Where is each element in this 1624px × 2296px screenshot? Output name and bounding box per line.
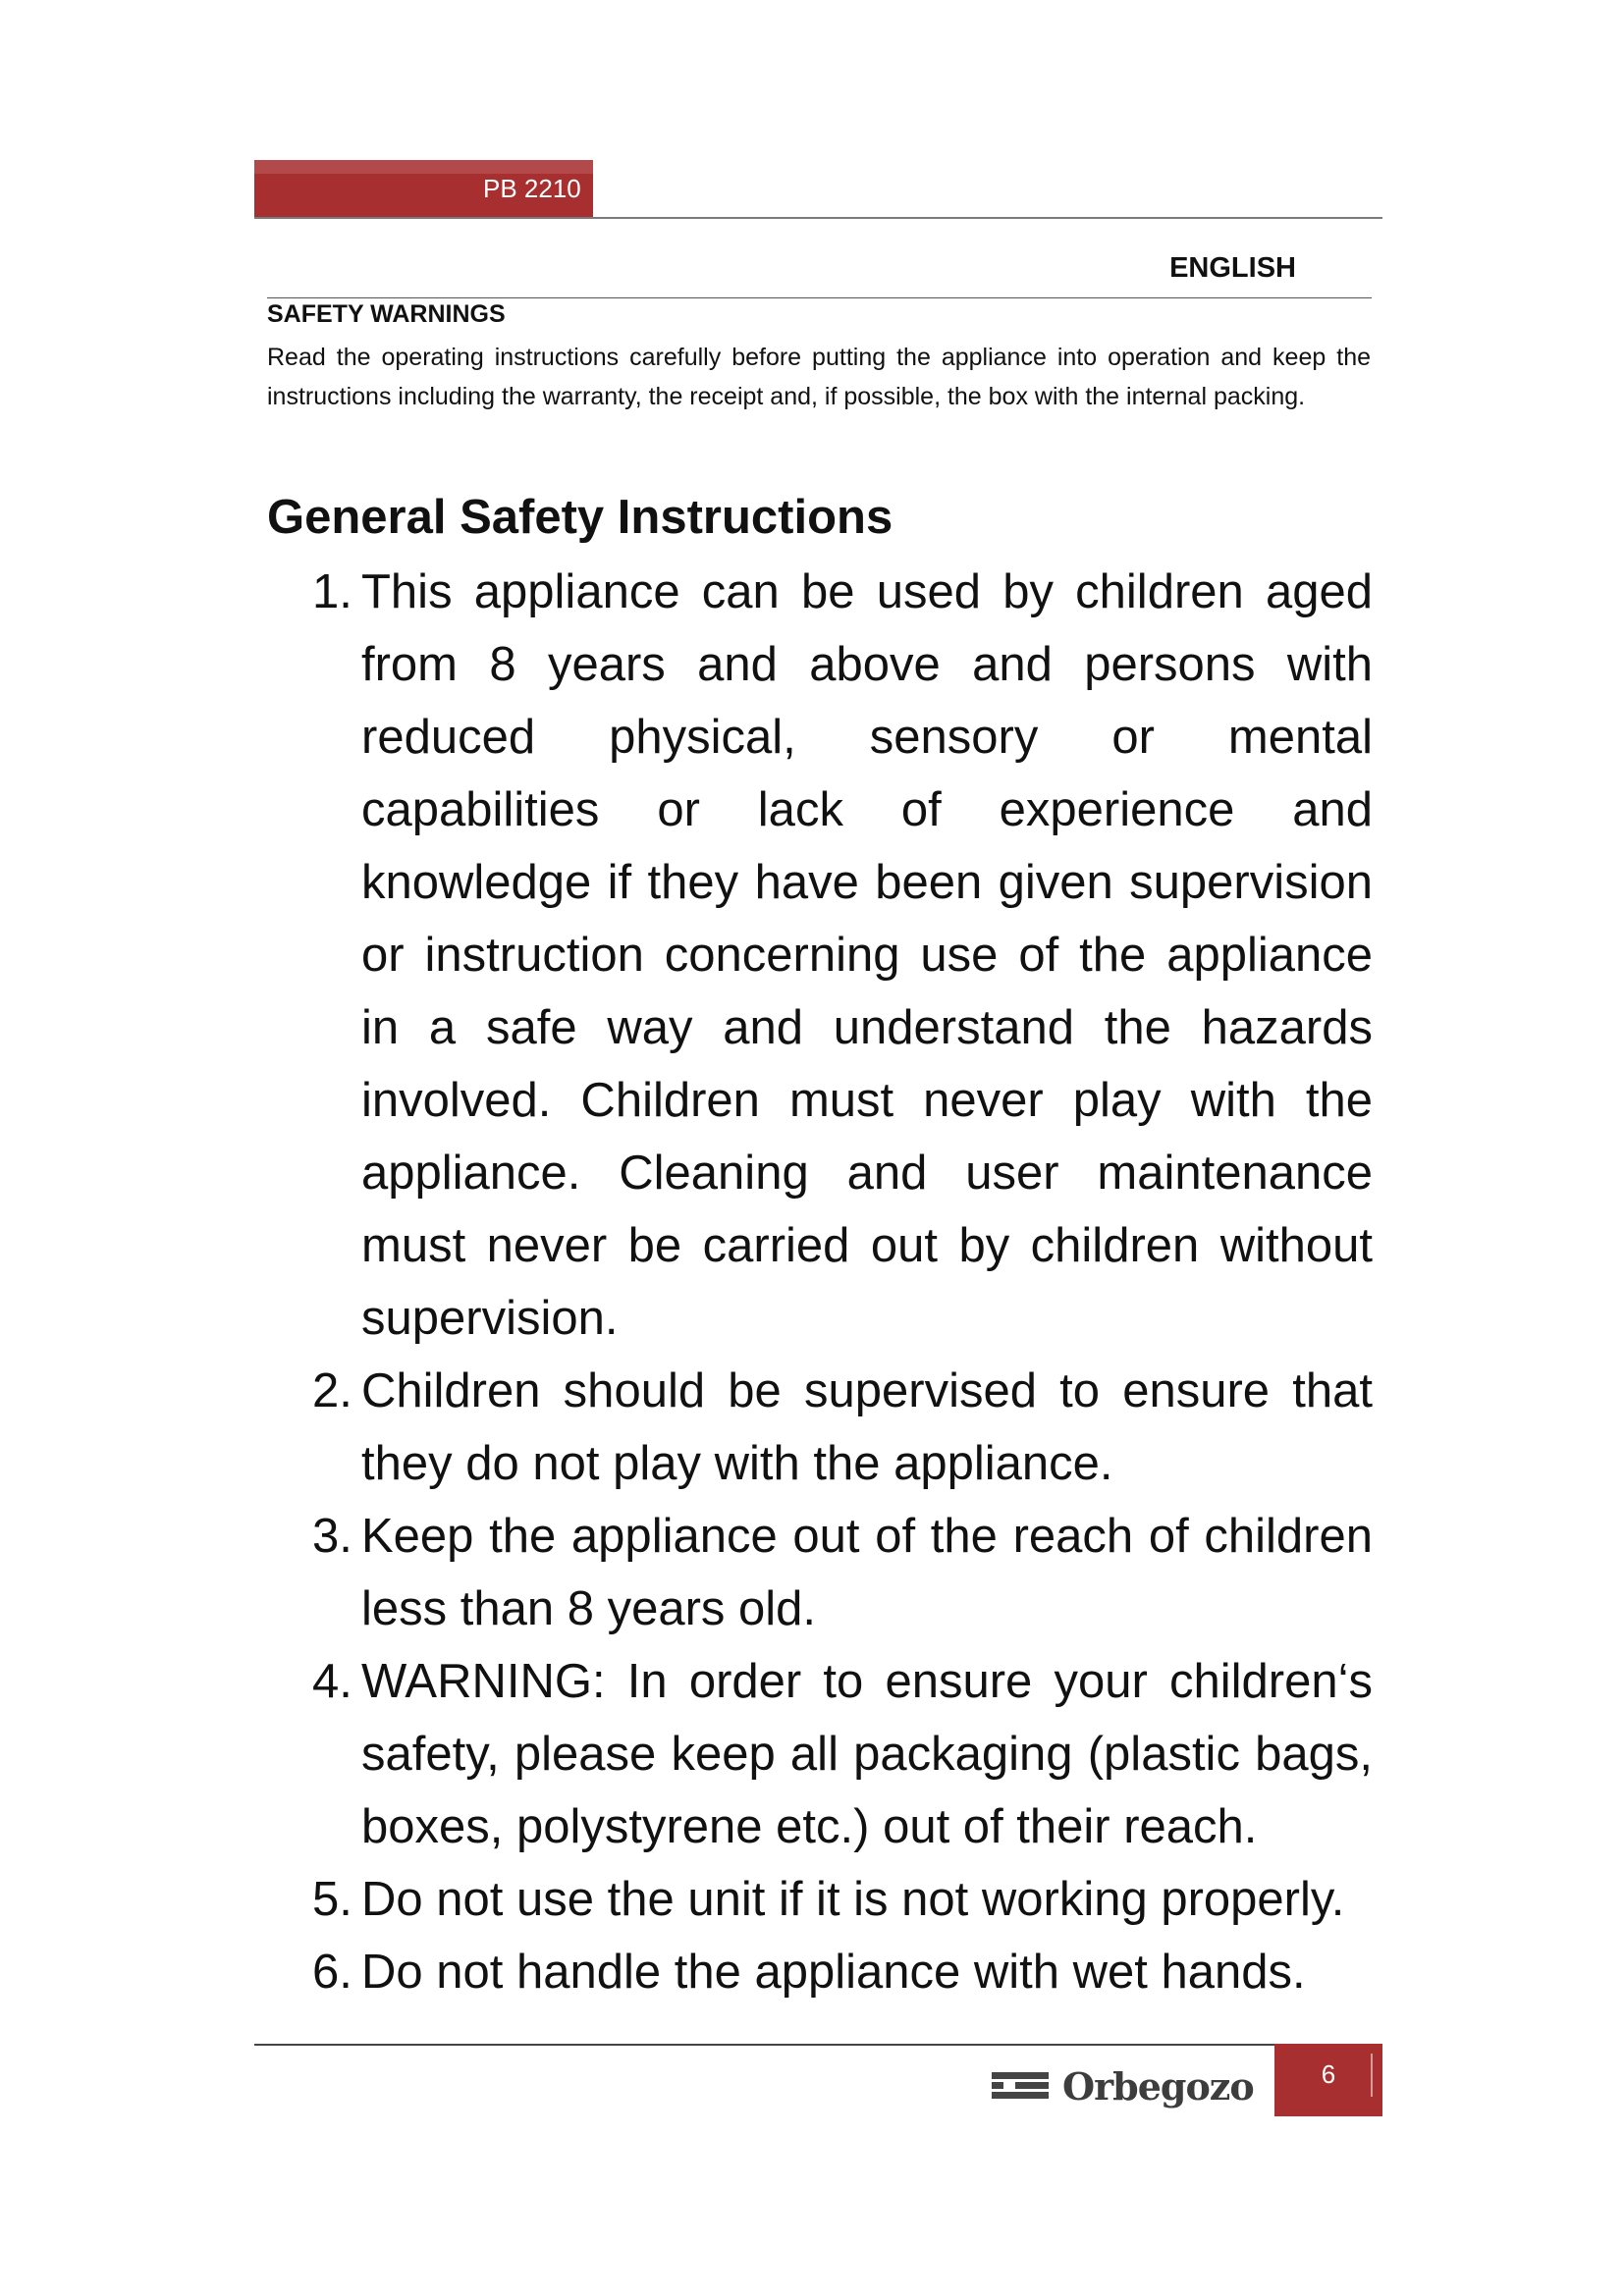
page-box-edge bbox=[1371, 2054, 1373, 2097]
item-text: Do not handle the appliance with wet hands. bbox=[361, 1946, 1306, 1999]
safety-instructions-list bbox=[312, 556, 1373, 2008]
list-item bbox=[312, 1936, 1373, 2008]
list-item bbox=[312, 1500, 1373, 1645]
header-rule bbox=[254, 217, 1382, 219]
list-item bbox=[312, 556, 1373, 1355]
safety-warnings-title: SAFETY WARNINGS bbox=[267, 300, 506, 328]
brand-mark-icon bbox=[992, 2070, 1049, 2102]
item-text: Keep the appliance out of the reach of children less than 8 years old. bbox=[361, 1510, 1373, 1635]
header-tab-shade bbox=[254, 160, 593, 174]
item-number: 6. bbox=[312, 1946, 352, 1999]
item-number: 2. bbox=[312, 1364, 352, 1417]
item-number: 3. bbox=[312, 1510, 352, 1563]
safety-intro-text: Read the operating instructions carefully before putting the appliance into operation and keep the instructions including the warranty, the receipt and, if possible, the box with the internal packing. bbox=[267, 344, 1371, 410]
item-text: Children should be supervised to ensure that they do not play with the appliance. bbox=[361, 1364, 1373, 1490]
item-text: Do not use the unit if it is not working properly. bbox=[361, 1873, 1345, 1926]
item-number: 1. bbox=[312, 565, 352, 618]
item-text: WARNING: In order to ensure your children‘s safety, please keep all packaging (plastic bags, boxes, polystyrene etc.) out of their reach. bbox=[361, 1655, 1373, 1853]
header-model-tab bbox=[254, 160, 593, 217]
list-item bbox=[312, 1645, 1373, 1863]
footer-rule bbox=[254, 2044, 1382, 2046]
brand-name: Orbegozo bbox=[1062, 2063, 1254, 2109]
page-number-box bbox=[1274, 2044, 1382, 2116]
language-rule bbox=[267, 297, 1372, 298]
list-item bbox=[312, 1355, 1373, 1500]
page-number: 6 bbox=[1321, 2059, 1336, 2089]
language-label: ENGLISH bbox=[1169, 252, 1296, 284]
item-text: This appliance can be used by children aged from 8 years and above and persons with reduced physical, sensory or mental capabilities or lack of experience and knowledge if they have been given supervision or instruction concerning use of the appliance in a safe way and understand the hazards involved. Children must never play with the appliance. Cleaning and user maintenance must never be carried out by children without supervision. bbox=[361, 565, 1373, 1345]
list-item bbox=[312, 1863, 1373, 1936]
general-safety-heading: General Safety Instructions bbox=[267, 491, 893, 544]
item-number: 4. bbox=[312, 1655, 352, 1708]
model-label: PB 2210 bbox=[483, 174, 581, 203]
brand-logo bbox=[992, 2063, 1254, 2109]
item-number: 5. bbox=[312, 1873, 352, 1926]
